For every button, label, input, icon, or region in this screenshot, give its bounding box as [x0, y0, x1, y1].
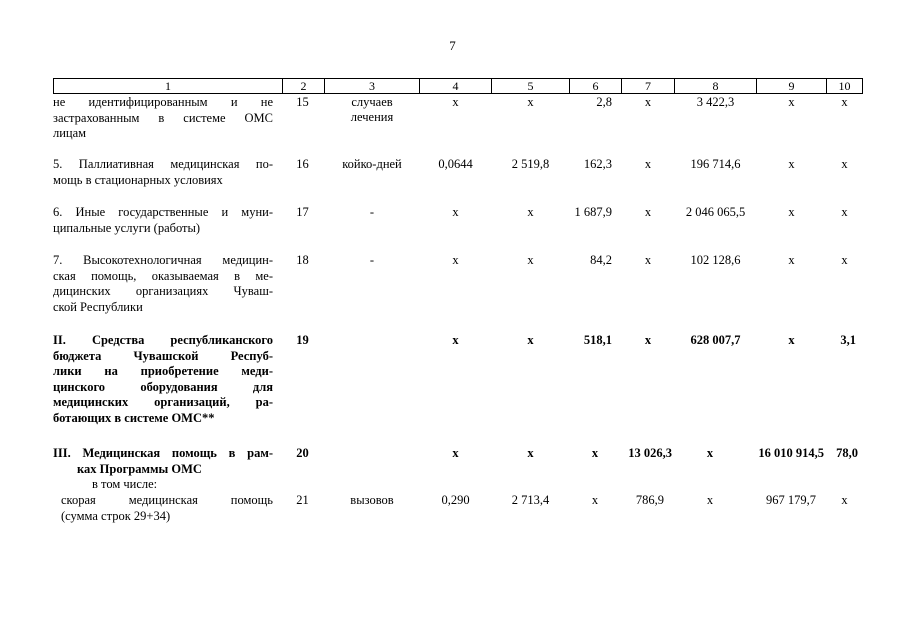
cell-col-4: х	[452, 333, 459, 347]
cell-col-7: 786,9	[635, 493, 664, 507]
cell-col-10: 78,0	[836, 446, 858, 460]
header-col-8: 8	[675, 79, 757, 93]
cell-col-8: 196 714,6	[690, 157, 741, 171]
cell-col-7: х	[644, 157, 652, 171]
cell-col-10: х	[841, 493, 848, 507]
row-number: 19	[296, 333, 309, 347]
cell-col-7: 13 026,3	[628, 446, 672, 460]
cell-col-10: х	[841, 253, 848, 267]
cell-col-10: х	[841, 95, 848, 109]
row-description: скорая медицинская помощь (сумма строк 29+34)	[61, 493, 273, 523]
row-number: 16	[296, 157, 309, 171]
header-col-7: 7	[622, 79, 675, 93]
cell-col-9: х	[788, 157, 795, 171]
cell-col-6: 1 687,9	[574, 205, 612, 219]
cell-col-9: 16 010 914,5	[758, 446, 824, 460]
cell-col-8: х	[706, 446, 714, 460]
cell-col-5: х	[527, 333, 534, 347]
row-number: 20	[296, 446, 309, 460]
cell-col-4: х	[452, 205, 459, 219]
header-col-1: 1	[54, 79, 283, 93]
cell-col-9: х	[788, 205, 795, 219]
row-description: 5. Паллиативная медицинская по- мощь в стационарных условиях	[53, 157, 273, 187]
header-col-6: 6	[570, 79, 622, 93]
cell-col-5: х	[527, 253, 534, 267]
row-description: 6. Иные государственные и муни- ципальные услуги (работы)	[53, 205, 273, 235]
header-col-2: 2	[283, 79, 325, 93]
unit: случаев лечения	[350, 95, 394, 124]
header-col-9: 9	[757, 79, 827, 93]
unit: койко-дней	[342, 157, 402, 171]
cell-col-5: х	[527, 446, 534, 460]
cell-col-8: 102 128,6	[690, 253, 741, 267]
cell-col-6: 518,1	[583, 333, 612, 347]
row-number: 21	[296, 493, 309, 507]
cell-col-4: х	[452, 95, 459, 109]
cell-col-4: х	[452, 446, 459, 460]
row-number: 18	[296, 253, 309, 267]
cell-col-4: х	[452, 253, 459, 267]
unit: -	[369, 253, 375, 267]
cell-col-7: х	[644, 205, 652, 219]
header-col-4: 4	[420, 79, 492, 93]
cell-col-8: 628 007,7	[690, 333, 741, 347]
cell-col-6: х	[591, 446, 599, 460]
cell-col-6: 84,2	[590, 253, 612, 267]
cell-col-4: 0,290	[441, 493, 470, 507]
cell-col-9: х	[788, 333, 795, 347]
cell-col-5: х	[527, 205, 534, 219]
cell-col-6: 2,8	[596, 95, 612, 109]
subheading: в том числе:	[92, 477, 158, 491]
page-number: 7	[449, 38, 456, 53]
row-number: 15	[296, 95, 309, 109]
row-number: 17	[296, 205, 309, 219]
cell-col-9: х	[788, 95, 795, 109]
cell-col-7: х	[644, 95, 652, 109]
cell-col-5: х	[527, 95, 534, 109]
cell-col-9: 967 179,7	[766, 493, 816, 507]
cell-col-7: х	[644, 333, 652, 347]
unit: вызовов	[350, 493, 394, 507]
row-description: не идентифицированным и не застрахованным в системе ОМС лицам	[53, 95, 273, 140]
cell-col-8: х	[706, 493, 714, 507]
header-col-5: 5	[492, 79, 570, 93]
table-header	[53, 78, 863, 94]
header-col-10: 10	[827, 79, 863, 93]
cell-col-4: 0,0644	[438, 157, 473, 171]
cell-col-10: х	[841, 157, 848, 171]
cell-col-5: 2 519,8	[511, 157, 550, 171]
cell-col-7: х	[644, 253, 652, 267]
row-description: 7. Высокотехнологичная медицин- ская помощь, оказываемая в ме- дицинских организациях Чуваш- ской Республики	[53, 253, 273, 314]
cell-col-8: 2 046 065,5	[685, 205, 746, 219]
cell-col-9: х	[788, 253, 795, 267]
header-col-3: 3	[325, 79, 420, 93]
cell-col-6: х	[591, 493, 599, 507]
cell-col-10: х	[841, 205, 848, 219]
cell-col-6: 162,3	[583, 157, 612, 171]
row-description: III. Медицинская помощь в рам- ках Программы ОМС	[53, 446, 273, 476]
cell-col-10: 3,1	[840, 333, 856, 347]
unit: -	[369, 205, 375, 219]
row-description: II. Средства республиканского бюджета Чувашской Респуб- лики на приобретение меди- цинского оборудования для медицинских организаций, ра- ботающих в системе ОМС**	[53, 333, 273, 425]
cell-col-5: 2 713,4	[511, 493, 550, 507]
cell-col-8: 3 422,3	[696, 95, 735, 109]
